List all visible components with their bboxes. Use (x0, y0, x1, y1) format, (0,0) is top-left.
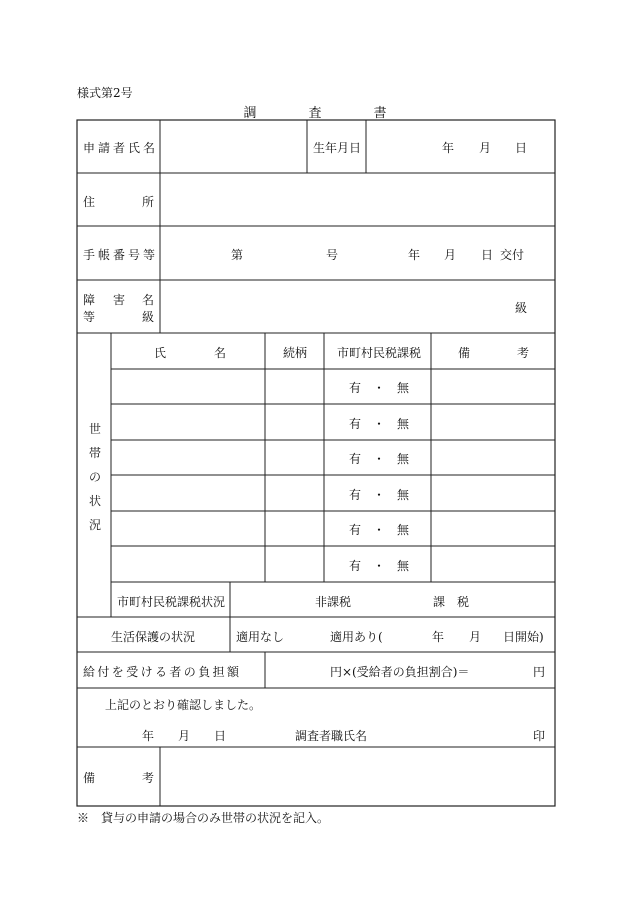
hh-tax-ari[interactable]: 有 (349, 381, 362, 395)
confirmation-text: 上記のとおり確認しました。 (105, 698, 262, 712)
disability-label-1c: 名 (142, 293, 155, 307)
disability-label-1b: 害 (113, 293, 126, 307)
hh-tax-ari[interactable]: 有 (349, 488, 362, 502)
hh-tax-ari[interactable]: 有 (349, 523, 362, 537)
handbook-year: 年 (408, 248, 421, 262)
handbook-month: 月 (444, 248, 457, 262)
welfare-day: 日開始) (503, 630, 544, 644)
handbook-go: 号 (326, 248, 339, 262)
document-title: 調 査 書 (243, 106, 387, 121)
handbook-issued: 交付 (500, 248, 525, 262)
disability-grade: 級 (515, 301, 528, 315)
confirmation-month: 月 (178, 729, 191, 743)
remarks-label-b: 考 (142, 771, 155, 785)
burden-formula: 円×(受給者の負担割合)＝ (330, 665, 470, 679)
welfare-applied[interactable]: 適用あり( (330, 630, 383, 644)
hh-tax-dot: ・ (373, 523, 386, 537)
hh-header-remarks-b: 考 (517, 346, 530, 360)
hh-tax-nashi[interactable]: 無 (397, 523, 410, 537)
hh-tax-dot: ・ (373, 559, 386, 573)
burden-label: 給付を受ける者の負担額 (83, 665, 242, 679)
burden-yen: 円 (533, 665, 546, 679)
confirmation-day: 日 (214, 729, 227, 743)
hh-tax-dot: ・ (373, 488, 386, 502)
household-side-4: 状 (89, 494, 102, 508)
hh-header-name-a: 氏 (154, 346, 167, 360)
hh-tax-ari[interactable]: 有 (349, 417, 362, 431)
investigator-label: 調査者職氏名 (295, 729, 368, 743)
disability-label-2b: 級 (142, 310, 155, 324)
household-side-3: の (89, 470, 102, 484)
hh-tax-dot: ・ (373, 381, 386, 395)
seal-mark: 印 (533, 729, 546, 743)
hh-tax-ari[interactable]: 有 (349, 452, 362, 466)
handbook-label: 手帳番号等 (83, 248, 159, 262)
footnote: ※ 貸与の申請の場合のみ世帯の状況を記入。 (77, 811, 330, 825)
dob-day: 日 (515, 141, 528, 155)
hh-header-remarks-a: 備 (458, 346, 471, 360)
household-side-2: 帯 (89, 446, 102, 460)
remarks-label-a: 備 (83, 771, 96, 785)
address-label-b: 所 (142, 195, 155, 209)
household-side-1: 世 (89, 422, 102, 436)
address-label-a: 住 (83, 195, 96, 209)
dob-month: 月 (479, 141, 492, 155)
hh-tax-dot: ・ (373, 417, 386, 431)
hh-tax-nashi[interactable]: 無 (397, 417, 410, 431)
hh-header-tax: 市町村民税課税 (337, 346, 422, 360)
tax-status-label: 市町村民税課税状況 (117, 595, 226, 609)
confirmation-year: 年 (142, 729, 155, 743)
hh-header-name-b: 名 (214, 346, 227, 360)
welfare-not-applied[interactable]: 適用なし (236, 630, 285, 644)
disability-label-1a: 障 (83, 293, 96, 307)
hh-tax-nashi[interactable]: 無 (397, 452, 410, 466)
hh-tax-dot: ・ (373, 452, 386, 466)
welfare-month: 月 (469, 630, 482, 644)
dob-label: 生年月日 (313, 141, 362, 155)
applicant-name-label: 申請者氏名 (83, 141, 159, 155)
welfare-year: 年 (432, 630, 445, 644)
dob-year: 年 (442, 141, 455, 155)
hh-header-relation: 続柄 (283, 346, 308, 360)
hh-tax-nashi[interactable]: 無 (397, 559, 410, 573)
form-number: 様式第2号 (77, 86, 133, 100)
hh-tax-ari[interactable]: 有 (349, 559, 362, 573)
tax-status-non-taxed[interactable]: 非課税 (315, 595, 352, 609)
handbook-dai: 第 (231, 248, 244, 262)
hh-tax-nashi[interactable]: 無 (397, 381, 410, 395)
welfare-label: 生活保護の状況 (111, 630, 196, 644)
hh-tax-nashi[interactable]: 無 (397, 488, 410, 502)
tax-status-taxed[interactable]: 課 税 (433, 595, 470, 609)
handbook-day: 日 (481, 248, 494, 262)
disability-label-2a: 等 (83, 310, 96, 324)
household-side-5: 況 (89, 518, 102, 532)
